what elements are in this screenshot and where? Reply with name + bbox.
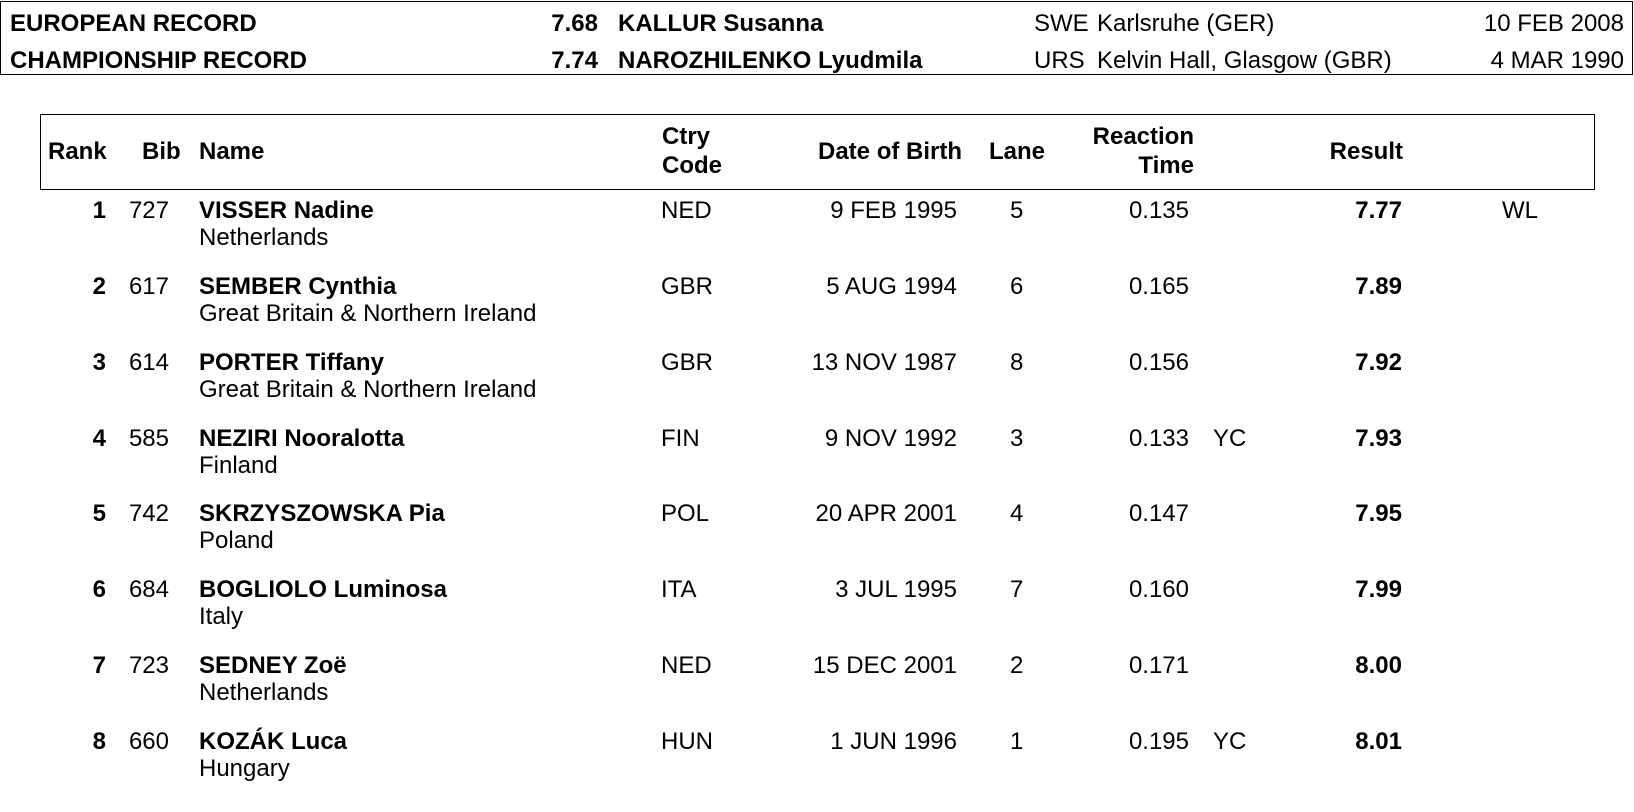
date-of-birth-cell: 5 AUG 1994 (826, 273, 957, 300)
bib-cell: 742 (128, 500, 169, 527)
rank-cell: 7 (92, 652, 106, 679)
athlete-name: BOGLIOLO Luminosa (199, 576, 448, 603)
result-cell: 8.01 (1355, 728, 1402, 755)
country-code-cell: FIN (661, 425, 700, 452)
header-lane: Lane (989, 138, 1046, 165)
card-note-cell: YC (1213, 425, 1247, 452)
athlete-country: Italy (199, 603, 244, 630)
bib-cell: 727 (128, 197, 169, 224)
header-rank: Rank (48, 138, 107, 165)
reaction-time-cell: 0.156 (1128, 349, 1189, 376)
lane-cell: 8 (1010, 349, 1024, 376)
country-code-cell: GBR (661, 273, 714, 300)
header-bib: Bib (142, 138, 181, 165)
table-row (0, 728, 1634, 804)
bib-cell: 617 (128, 273, 169, 300)
reaction-time-cell: 0.133 (1128, 425, 1189, 452)
table-row (0, 273, 1634, 349)
header-name: Name (199, 138, 265, 165)
athlete-country: Poland (199, 527, 274, 554)
athlete-name: PORTER Tiffany (199, 349, 384, 376)
record-country-code: URS (1034, 47, 1085, 74)
rank-cell: 5 (92, 500, 106, 527)
athlete-name: SEDNEY Zoë (199, 652, 347, 679)
european-record-line (1, 5, 1632, 42)
table-row (0, 197, 1634, 273)
reaction-time-cell: 0.195 (1128, 728, 1189, 755)
records-box (0, 1, 1633, 75)
date-of-birth-cell: 13 NOV 1987 (811, 349, 957, 376)
athlete-country: Finland (199, 452, 278, 479)
result-cell: 7.99 (1355, 576, 1402, 603)
header-country-code-line1: Ctry (662, 123, 711, 150)
result-cell: 7.77 (1355, 197, 1402, 224)
country-code-cell: NED (661, 197, 712, 224)
record-venue: Kelvin Hall, Glasgow (GBR) (1097, 47, 1392, 74)
result-cell: 7.95 (1355, 500, 1402, 527)
bib-cell: 723 (128, 652, 169, 679)
bib-cell: 684 (128, 576, 169, 603)
header-country-code (662, 122, 752, 180)
record-mark: 7.68 (551, 10, 598, 37)
table-row (0, 425, 1634, 501)
record-label: EUROPEAN RECORD (10, 10, 257, 37)
bib-cell: 614 (128, 349, 169, 376)
record-date: 10 FEB 2008 (1483, 10, 1624, 37)
athlete-name: NEZIRI Nooralotta (199, 425, 405, 452)
record-country-code: SWE (1034, 10, 1089, 37)
reaction-time-cell: 0.171 (1128, 652, 1189, 679)
date-of-birth-cell: 20 APR 2001 (815, 500, 957, 527)
record-mark: 7.74 (551, 47, 598, 74)
result-cell: 8.00 (1355, 652, 1402, 679)
record-venue: Karlsruhe (GER) (1097, 10, 1275, 37)
record-holder-name: KALLUR Susanna (618, 10, 824, 37)
country-code-cell: HUN (661, 728, 713, 755)
rank-cell: 8 (92, 728, 106, 755)
date-of-birth-cell: 15 DEC 2001 (812, 652, 957, 679)
card-note-cell: YC (1213, 728, 1247, 755)
record-label: CHAMPIONSHIP RECORD (10, 47, 307, 74)
lane-cell: 3 (1010, 425, 1024, 452)
reaction-time-cell: 0.135 (1128, 197, 1189, 224)
country-code-cell: ITA (661, 576, 697, 603)
athlete-name: SKRZYSZOWSKA Pia (199, 500, 445, 527)
date-of-birth-cell: 9 NOV 1992 (824, 425, 957, 452)
table-row (0, 652, 1634, 728)
bib-cell: 585 (128, 425, 169, 452)
country-code-cell: POL (661, 500, 710, 527)
results-table-header (40, 114, 1595, 190)
reaction-time-cell: 0.160 (1128, 576, 1189, 603)
athlete-country: Netherlands (199, 224, 329, 251)
record-date: 4 MAR 1990 (1490, 47, 1624, 74)
lane-cell: 4 (1010, 500, 1024, 527)
rank-cell: 2 (92, 273, 106, 300)
lane-cell: 2 (1010, 652, 1024, 679)
athlete-country: Great Britain & Northern Ireland (199, 300, 537, 327)
header-country-code-line2: Code (662, 152, 722, 179)
result-cell: 7.92 (1355, 349, 1402, 376)
bib-cell: 660 (128, 728, 169, 755)
athlete-country: Great Britain & Northern Ireland (199, 376, 537, 403)
reaction-time-cell: 0.147 (1128, 500, 1189, 527)
header-reaction-time (1093, 122, 1194, 180)
athlete-name: KOZÁK Luca (199, 728, 348, 755)
table-row (0, 576, 1634, 652)
header-reaction-time-line1: Reaction (1092, 123, 1194, 150)
rank-cell: 6 (92, 576, 106, 603)
rank-cell: 3 (92, 349, 106, 376)
table-row (0, 500, 1634, 576)
lane-cell: 6 (1010, 273, 1024, 300)
lane-cell: 7 (1010, 576, 1024, 603)
date-of-birth-cell: 1 JUN 1996 (830, 728, 957, 755)
athlete-name: SEMBER Cynthia (199, 273, 397, 300)
country-code-cell: GBR (661, 349, 714, 376)
result-cell: 7.89 (1355, 273, 1402, 300)
reaction-time-cell: 0.165 (1128, 273, 1189, 300)
rank-cell: 1 (92, 197, 106, 224)
header-date-of-birth: Date of Birth (818, 138, 962, 165)
header-result: Result (1329, 138, 1403, 165)
country-code-cell: NED (661, 652, 712, 679)
qualifier-cell: WL (1502, 197, 1538, 224)
result-cell: 7.93 (1355, 425, 1402, 452)
table-row (0, 349, 1634, 425)
lane-cell: 5 (1010, 197, 1024, 224)
rank-cell: 4 (92, 425, 106, 452)
athlete-country: Netherlands (199, 679, 329, 706)
header-reaction-time-line2: Time (1138, 152, 1194, 179)
championship-record-line (1, 42, 1632, 79)
athlete-country: Hungary (199, 755, 290, 782)
lane-cell: 1 (1010, 728, 1024, 755)
date-of-birth-cell: 3 JUL 1995 (835, 576, 957, 603)
record-holder-name: NAROZHILENKO Lyudmila (618, 47, 923, 74)
athlete-name: VISSER Nadine (199, 197, 374, 224)
date-of-birth-cell: 9 FEB 1995 (830, 197, 957, 224)
